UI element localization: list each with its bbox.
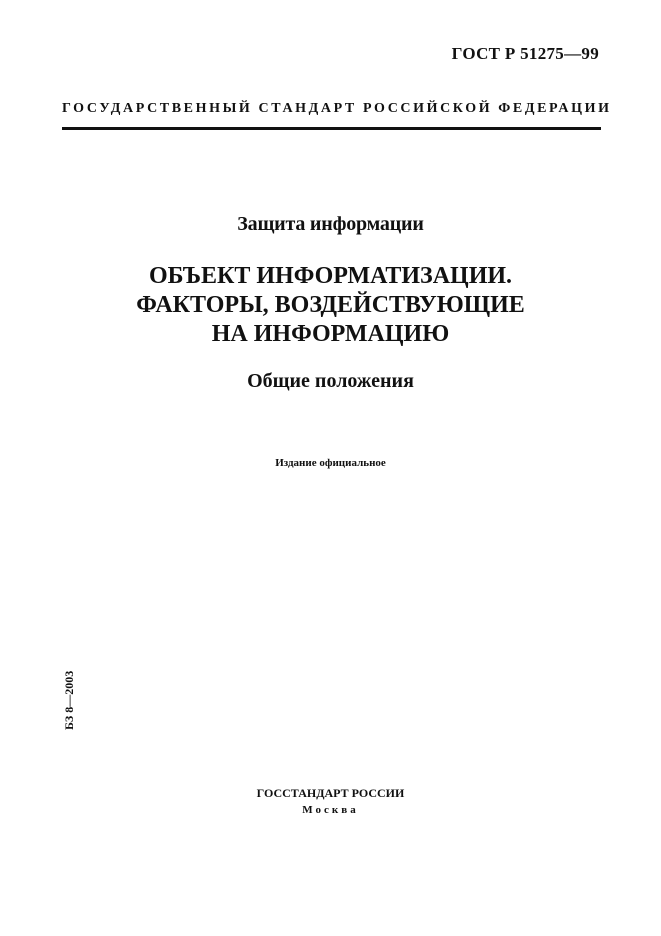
- publication-city: Москва: [302, 804, 359, 816]
- main-title: [0, 262, 661, 349]
- main-title-line-3: НА ИНФОРМАЦИЮ: [211, 321, 450, 347]
- main-title-line-2: ФАКТОРЫ, ВОЗДЕЙСТВУЮЩИЕ: [136, 292, 525, 318]
- header-divider: [62, 127, 601, 130]
- edition-note: Издание официальное: [275, 457, 386, 469]
- state-standard-heading: ГОСУДАРСТВЕННЫЙ СТАНДАРТ РОССИЙСКОЙ ФЕДЕРАЦИИ: [62, 101, 612, 116]
- main-title-line-1: ОБЪЕКТ ИНФОРМАТИЗАЦИИ.: [148, 263, 513, 289]
- publisher: ГОССТАНДАРТ РОССИИ: [256, 786, 405, 800]
- group-title: Защита информации: [237, 213, 424, 235]
- side-mark: БЗ 8—2003: [62, 670, 76, 730]
- subtitle: Общие положения: [247, 370, 414, 392]
- standard-number: ГОСТ Р 51275—99: [451, 44, 599, 63]
